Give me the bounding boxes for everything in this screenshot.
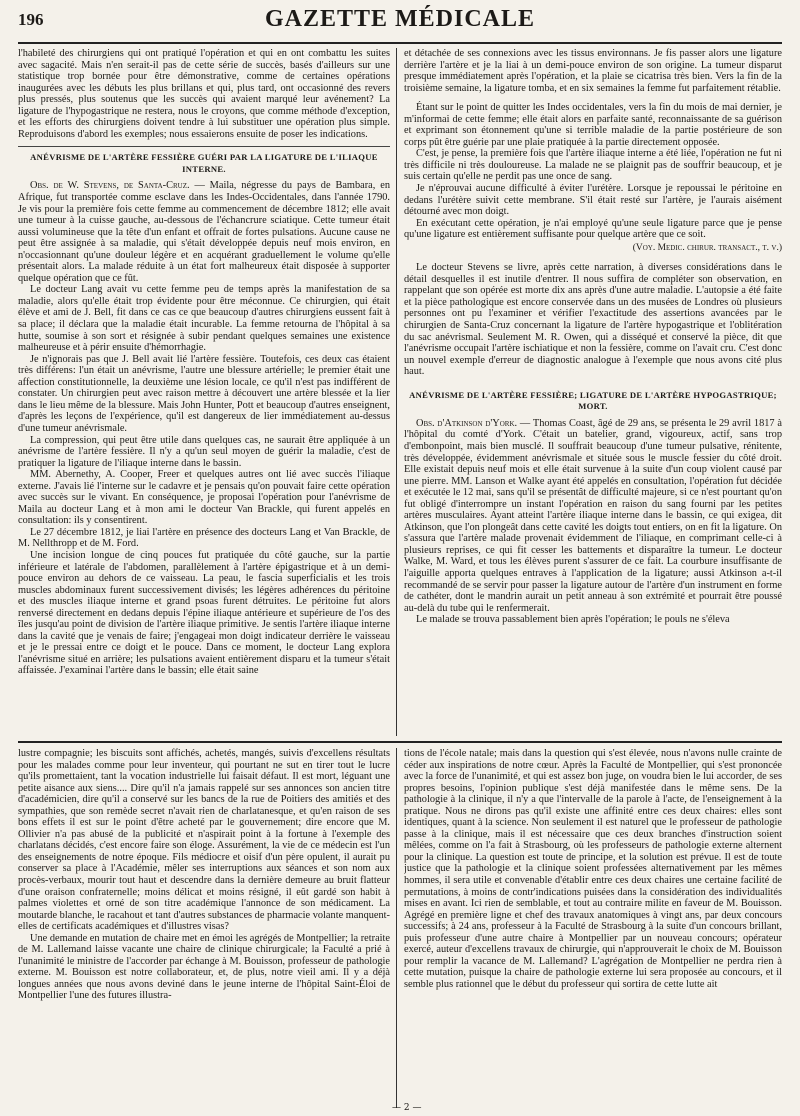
column-bottom-left xyxy=(18,748,390,1116)
section-heading-atkinson: ANÉVRISME DE L'ARTÈRE FESSIÈRE; LIGATURE DE L'ARTÈRE HYPOGASTRIQUE; MORT. xyxy=(409,389,777,412)
paragraph: Le docteur Stevens se livre, après cette narration, à diverses considérations dans le détail desquelles il est inutile d'entrer. Il nous suffira de compléter son observation, en rappelant que son opérée est morte dix ans après d'une autre maladie. L'autopsie a été faite et la pièce pathologique est encore conservée dans un des musées de Londres où plusieurs personnes ont pu l'examiner et vérifier l'exactitude des assertions avancées par le chirurgien de Santa-Cruz concernant la ligature de l'artère hypogastrique et l'oblitération du sac anévrismal. Seulement M. R. Owen, qui a disséqué et conservé la pièce, dit que l'anévrisme occupait l'artère ischiatique et non la fessière, comme on l'avait cru. C'est donc un nouvel exemple d'erreur de diagnostic analogue à l'exemple que nous avons cité plus haut. xyxy=(404,262,782,378)
page-header xyxy=(18,4,782,42)
intro-paragraph: l'habileté des chirurgiens qui ont pratiqué l'opération et qui en ont combattu les suites avec sagacité. Mais n'en serait-il pas de cette série de succès, basés d'ailleurs sur une statistique trop bornée pour être démonstrative, comme de certaines opérations inaugurées avec les débuts les plus brillans et qui, plus tard, ont occasionné des revers plus pressés, plus soutenus que les succès qui avaient marqué leur avénement? La ligature de l'hypogastrique ne restera, nous le croyons, que comme méthode d'exception, et les efforts des chirurgiens doivent tendre à lui substituer une opération plus simple. Reproduisons d'abord les exemples; nous essaierons ensuite de poser les indications. xyxy=(18,48,390,140)
paragraph: Une incision longue de cinq pouces fut pratiquée du côté gauche, sur la partie inférieure et latérale de l'abdomen, parallèlement à l'artère épigastrique et à un demi-pouce environ au dehors de ce vaisseau. La peau, le fascia superficialis et les trois muscles abdominaux furent successivement divisés; les légères adhérences du péritoine et des muscles iliaque interne et grand psoas furent détruites. Le péritoine fut alors renversé directement en dedans depuis l'épine iliaque antérieure et supérieure de l'os des îles jusqu'au point de division de l'artère iliaque primitive. Je sentis l'artère iliaque interne dans la cavité que je venais de faire; j'engageai mon doigt indicateur derrière le vaisseau et je le pressai entre ce doigt et le pouce. Dans ce moment, le docteur Lang explora l'anévrisme situé en arrière; les pulsations avaient entièrement disparu et la tumeur s'était affaissée. J'examinai l'artère dans le bassin; elle était saine xyxy=(18,549,390,677)
column-bottom-right xyxy=(404,748,782,1116)
paragraph: Le 27 décembre 1812, je liai l'artère en présence des docteurs Lang et Van Brackle, de M. Nellthropp et de M. Ford. xyxy=(18,526,390,550)
paragraph: La compression, qui peut être utile dans quelques cas, ne saurait être appliquée à un anévrisme de l'artère fessière. Il n'y a qu'un seul moyen de guérir la maladie, c'est de pratiquer la ligature de l'iliaque interne dans le bassin. xyxy=(18,434,390,469)
paragraph: Je n'ignorais pas que J. Bell avait lié l'artère fessière. Toutefois, ces deux cas étaient très différens: l'un était un anévrisme, l'autre une blessure artérielle; le premier était une affection constitutionnelle, la deuxième une lésion locale, ce qu'il n'est pas indifférent de constater. Un chirurgien peut avec raison mettre à découvert une artère blessée et la lier dans le lieu même de la blessure. Mais John Hunter, Pott et beaucoup d'autres enseignent, d'après les leçons de l'expérience, qu'il est dangereux de lier immédiatement au-dessus d'une tumeur anévrismale. xyxy=(18,353,390,434)
paragraph: et détachée de ses connexions avec les tissus environnans. Je fis passer alors une ligature derrière l'artère et je la liai à un demi-pouce environ de son origine. La tumeur disparut presque immédiatement après l'opération, et la plaie se cicatrisa très bien. Vers la fin de la troisième semaine, la ligature tomba, et en six semaines la femme fut parfaitement rétablie. xyxy=(404,48,782,94)
paragraph: Une demande en mutation de chaire met en émoi les agrégés de Montpellier; la retraite de M. Lallemand laisse vacante une chaire de clinique chirurgicale; la Faculté a prié à l'unanimité le ministre de l'accorder par échange à M. Bouisson, professeur de pathologie externe. M. Bouisson est notre collaborateur, et, de plus, notre vieil ami. Il y a déjà longues années que nous avons deviné dans le jeune interne de l'hôpital Saint-Éloi de Montpellier l'une des futures illustra- xyxy=(18,932,390,1002)
paragraph: Étant sur le point de quitter les Indes occidentales, vers la fin du mois de mai dernier, je m'informai de cette femme; elle était alors en parfaite santé, reconnaissante de sa guérison et exprimant son étonnement qu'une si terrible maladie de la partie postérieure de son corps pût être guérie par une plaie pratiquée à la partie directement opposée. xyxy=(404,102,782,148)
observation-paragraph xyxy=(404,418,782,614)
observation-label: Obs. d'Atkinson d'York. xyxy=(416,417,518,429)
source-citation: (Voy. Medic. chirur. transact., t. v.) xyxy=(632,242,782,253)
paragraph: Le malade se trouva passablement bien après l'opération; le pouls ne s'éleva xyxy=(416,614,730,626)
column-top-right xyxy=(404,48,782,736)
paragraph: tions de l'école natale; mais dans la question qui s'est élevée, nous n'avons nulle crainte de céder aux inspirations de notre cœur. Après la Faculté de Montpellier, qui s'est prononcée avec la force de l'unanimité, et qui est assez bon juge, on voudra bien le lui accorder, de ses propres besoins, l'opinion publique s'est déjà manifestée dans le même sens. De la pathologie à la clinique, il n'y a que l'intervalle de la parole à l'acte, de l'enseignement à la pratique. Nous ne dirons pas qu'il existe une affinité entre ces deux chaires: elles sont identiques, quant à la science. Non seulement il est naturel que le professeur de pathologie passe à la clinique, mais il est nécessaire que ces deux branches d'instruction soient mêlées, comme on l'a fait à Strasbourg, où les professeurs de pathologie externe alternent pour la clinique. La question est toute de principe, et la solution est prévue. Il est de toute justice que la pathologie et la clinique soient professées alternativement par les mêmes hommes, il sera utile et convenable d'établir entre ces deux chaires une certaine facilité de permutations, à moins de contr'indications puisées dans la considération des individualités mises en avant. Ici rien de semblable, et tout au contraire milite en faveur de M. Bouisson. Agrégé en première ligne et chef des travaux anatomiques à vingt ans, par deux concours successifs; à 24 ans, professeur à la Faculté de Strasbourg à la suite d'un concours brillant, puis professeur d'une autre chaire à Montpellier par un nouveau concours; opérateur exercé, auteur d'excellens travaux de chirurgie, qui n'approuverait le choix de M. Bouisson pour remplir la vacance de M. Lallemand? L'agrégation de Montpellier ne perdra rien à cette mutation, puisque la chaire de pathologie externe lui sera proposée au concours, et il semble plus rationnel que le début du professeur qui sortira de cette lutte ait xyxy=(404,748,782,990)
paragraph: C'est, je pense, la première fois que l'artère iliaque interne a été liée, l'opération ne fut ni très difficile ni très douloureuse. La malade ne se plaignit pas de souffrir beaucoup, et je suis certain qu'elle ne perdit pas une once de sang. xyxy=(404,148,782,183)
paragraph: lustre compagnie; les biscuits sont affichés, achetés, mangés, suivis d'excellens résultats pour les malades comme pour leur inventeur, qui pourtant ne sut en tirer tout le lucre qu'ils promettaient, tant la vocation industrielle lui faisait défaut. Il est mort, léguant une petite aisance aux siens.... Dire qu'il n'a jamais rappelé sur ses annonces son ancien titre d'académicien, dire qu'il a conservé sur les bancs de la rue de Poitiers des amitiés et des sympathies, que son remède secret n'avait rien de charlatanesque, et qu'en raison de ses bons effets il est sur le point d'être acheté par le gouvernement; dire encore que M. Ollivier n'a pas abusé de la publicité et n'aspirait point à la fortune à l'exemple des charlatans décidés, c'est encore faire son éloge. Assurément, la vie de ce médecin est l'un des enseignements de notre époque. Fils médiocre et oisif d'un père opulent, il aurait pu conserver sa place à l'Académie, mêler ses interruptions aux séances et son nom aux procès-verbaux, mourir tout haut et descendre dans la dernière demeure au bruit flatteur d'une oraison confraternelle; moins délicat et moins résigné, il eût gardé son habit à palmes violettes et orné de son titre académique l'annonce de son médicament. La moutarde blanche, le racahout et tant d'autres substances de pharmacie volante manquent-elles de certificats académiques et d'illustres visas? xyxy=(18,748,390,933)
observation-paragraph xyxy=(18,180,390,284)
observation-label: Obs. de W. Stevens, de Santa-Cruz. xyxy=(30,180,190,192)
observation-text: — Thomas Coast, âgé de 29 ans, se présenta le 29 avril 1817 à l'hôpital du comté d'York. C'était un batelier, grand, vigoureux, actif, sans trop d'embonpoint, mais bien musclé. Il souffrait beaucoup d'une tumeur pulsative, rénitente, très développée, évidemment anévrismale et située sous le muscle fessier du côté droit. Elle existait depuis neuf mois et elle était survenue à la suite d'un coup violent causé par une pierre. MM. Lanson et Walke ayant été appelés en consultation, l'opération fut décidée et exécutée le 12 mai, sans qu'il se présentât de difficulté majeure, si ce n'est pourtant qu'on fut obligé d'interrompre un instant l'opération en raison du sang fourni par les petites artères musculaires. Ayant atteint l'artère iliaque interne dans le bassin, ce qui exigea, dit Atkinson, que l'on plongeât dans cette cavité les doigts tout entiers, on en fit la ligature. On s'assura que l'artère malade provenait évidemment de l'iliaque, en comprimant celle-ci à plusieurs reprises, ce qui fit cesser les battements et disparaître la tumeur. Le docteur Walke, M. Ward, et tous les élèves purent s'assurer de ce fait. La courbure insuffisante de l'aiguille apporta quelques entraves à l'application de la ligature; aussi Atkinson a-t-il recommandé de se servir pour passer la ligature autour de l'artère d'un instrument en forme de cathéter, dont le mandrin aurait un petit anneau à son extrémité et pourrait être poussé au-delà du tube qui le renfermerait. xyxy=(404,417,782,614)
observation-text: — Maila, négresse du pays de Bambara, en Afrique, fut transportée comme esclave dans les Indes-Occidentales, dans l'année 1790. Je vis pour la première fois cette femme au commencement de décembre 1812; elle avait une tumeur à la cuisse gauche, au-dessous de l'échancrure sciatique. Cette tumeur était aussi volumineuse que la tête d'un enfant et offrait de fortes pulsations. Aucune cause ne peut être assignée à sa maladie, qui s'était développée depuis neuf mois environ, en n'occasionnant qu'une douleur légère et en acquérant graduellement le volume qu'elle présentait alors. La malade réduite à un état fort malheureux était disposée à supporter quelque opération que ce fût. xyxy=(18,180,390,284)
column-divider-bottom xyxy=(396,748,397,1108)
footer-mark: — 2 — xyxy=(392,1103,422,1113)
column-top-left xyxy=(18,48,390,736)
paragraph: MM. Abernethy, A. Cooper, Freer et quelques autres ont lié avec succès l'iliaque externe. J'avais lié l'interne sur le cadavre et je pensais qu'on pouvait faire cette opération avec succès sur le vivant. En conséquence, je proposai l'opération pour l'anévrisme de Maila au docteur Lang et à mon ami le docteur Van Brackle, qui furent appelés en consultation: ils y consentirent. xyxy=(18,469,390,527)
header-rule xyxy=(18,42,782,44)
page-number: 196 xyxy=(18,10,44,29)
masthead-title: GAZETTE MÉDICALE xyxy=(264,6,536,32)
feuilleton-rule xyxy=(18,741,782,743)
section-heading-stevens: ANÉVRISME DE L'ARTÈRE FESSIÈRE GUÉRI PAR LA LIGATURE DE L'ILIAQUE INTERNE. xyxy=(18,146,390,175)
paragraph: En exécutant cette opération, je n'ai employé qu'une seule ligature parce que je pense qu'une ligature est entièrement suffisante pour quelque artère que ce soit. xyxy=(404,217,782,241)
paragraph: Le docteur Lang avait vu cette femme peu de temps après la manifestation de sa maladie, alors qu'elle était trop évidente pour être méconnue. Ce chirurgien, qui était élève et ami de J. Bell, fit dans ce cas ce que beaucoup d'autres chirurgiens eussent fait à sa place; il déclara que la maladie était incurable. La femme retourna de l'hôpital à sa hutte, soumise à son sort et résignée à subir pendant quelques semaines une existence malheureuse et à périr ensuite d'hémorrhagie. xyxy=(18,284,390,354)
paragraph: Je n'éprouvai aucune difficulté à éviter l'urétère. Lorsque je repoussai le péritoine en dedans l'urétère suivit cette membrane. S'il était resté sur l'artère, je l'aurais aisément détourné avec mon doigt. xyxy=(404,183,782,218)
column-divider-top xyxy=(396,48,397,736)
